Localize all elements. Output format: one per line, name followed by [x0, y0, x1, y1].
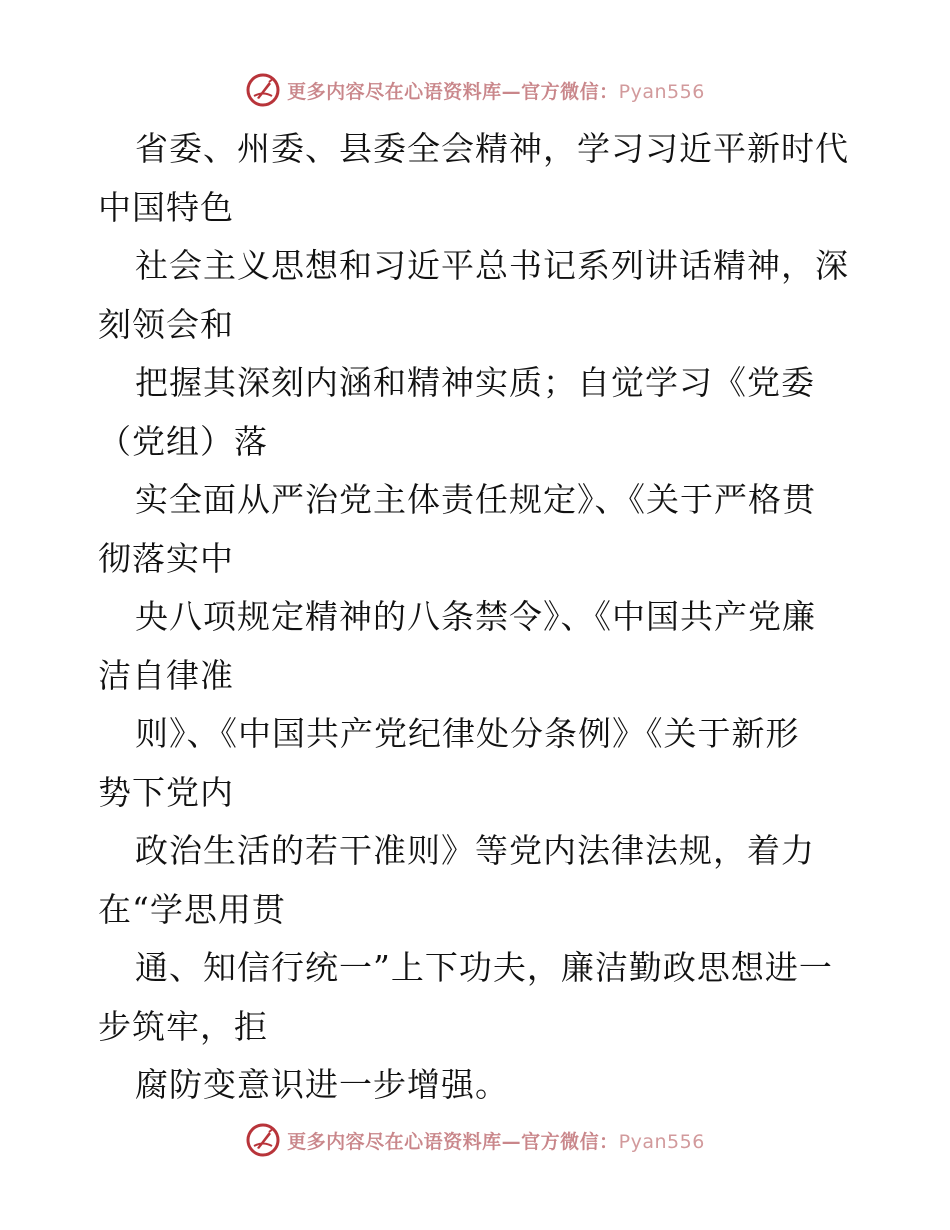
- footer-banner-label: 更多内容尽在心语资料库—官方微信：: [287, 1130, 619, 1153]
- header-banner-text: [287, 77, 705, 104]
- body-line: 实全面从严治党主体责任规定》、《关于严格贯: [135, 480, 816, 519]
- body-line: 彻落实中: [98, 538, 234, 578]
- header-banner-label: 更多内容尽在心语资料库—官方微信：: [287, 80, 619, 103]
- body-line: 在“学思用贯: [98, 889, 286, 929]
- body-line: 洁自律准: [98, 655, 234, 695]
- body-line: 势下党内: [98, 772, 234, 812]
- footer-watermark-banner: [0, 1120, 950, 1160]
- header-banner-handle: Pyan556: [618, 80, 705, 103]
- footer-banner-handle: Pyan556: [618, 1130, 705, 1153]
- body-line: 通、知信行统一”上下功夫，廉洁勤政思想进一: [135, 948, 833, 987]
- header-watermark-banner: [0, 70, 950, 110]
- quill-book-logo-icon: [245, 72, 281, 108]
- body-line: （党组）落: [98, 421, 268, 461]
- body-line: 步筑牢，拒: [98, 1006, 268, 1046]
- body-line: 腐防变意识进一步增强。: [135, 1065, 509, 1104]
- body-line: 中国特色: [98, 187, 234, 227]
- body-line: 政治生活的若干准则》等党内法律法规，着力: [135, 831, 815, 870]
- body-line: 社会主义思想和习近平总书记系列讲话精神，深: [135, 246, 849, 285]
- body-line: 央八项规定精神的八条禁令》、《中国共产党廉: [135, 597, 816, 636]
- body-line: 则》、《中国共产党纪律处分条例》《关于新形: [135, 714, 800, 753]
- document-body: [98, 120, 858, 1115]
- footer-banner-text: [287, 1127, 705, 1154]
- body-line: 刻领会和: [98, 304, 234, 344]
- quill-book-logo-icon: [245, 1122, 281, 1158]
- body-line: 省委、州委、县委全会精神，学习习近平新时代: [135, 129, 849, 168]
- body-line: 把握其深刻内涵和精神实质；自觉学习《党委: [135, 363, 815, 402]
